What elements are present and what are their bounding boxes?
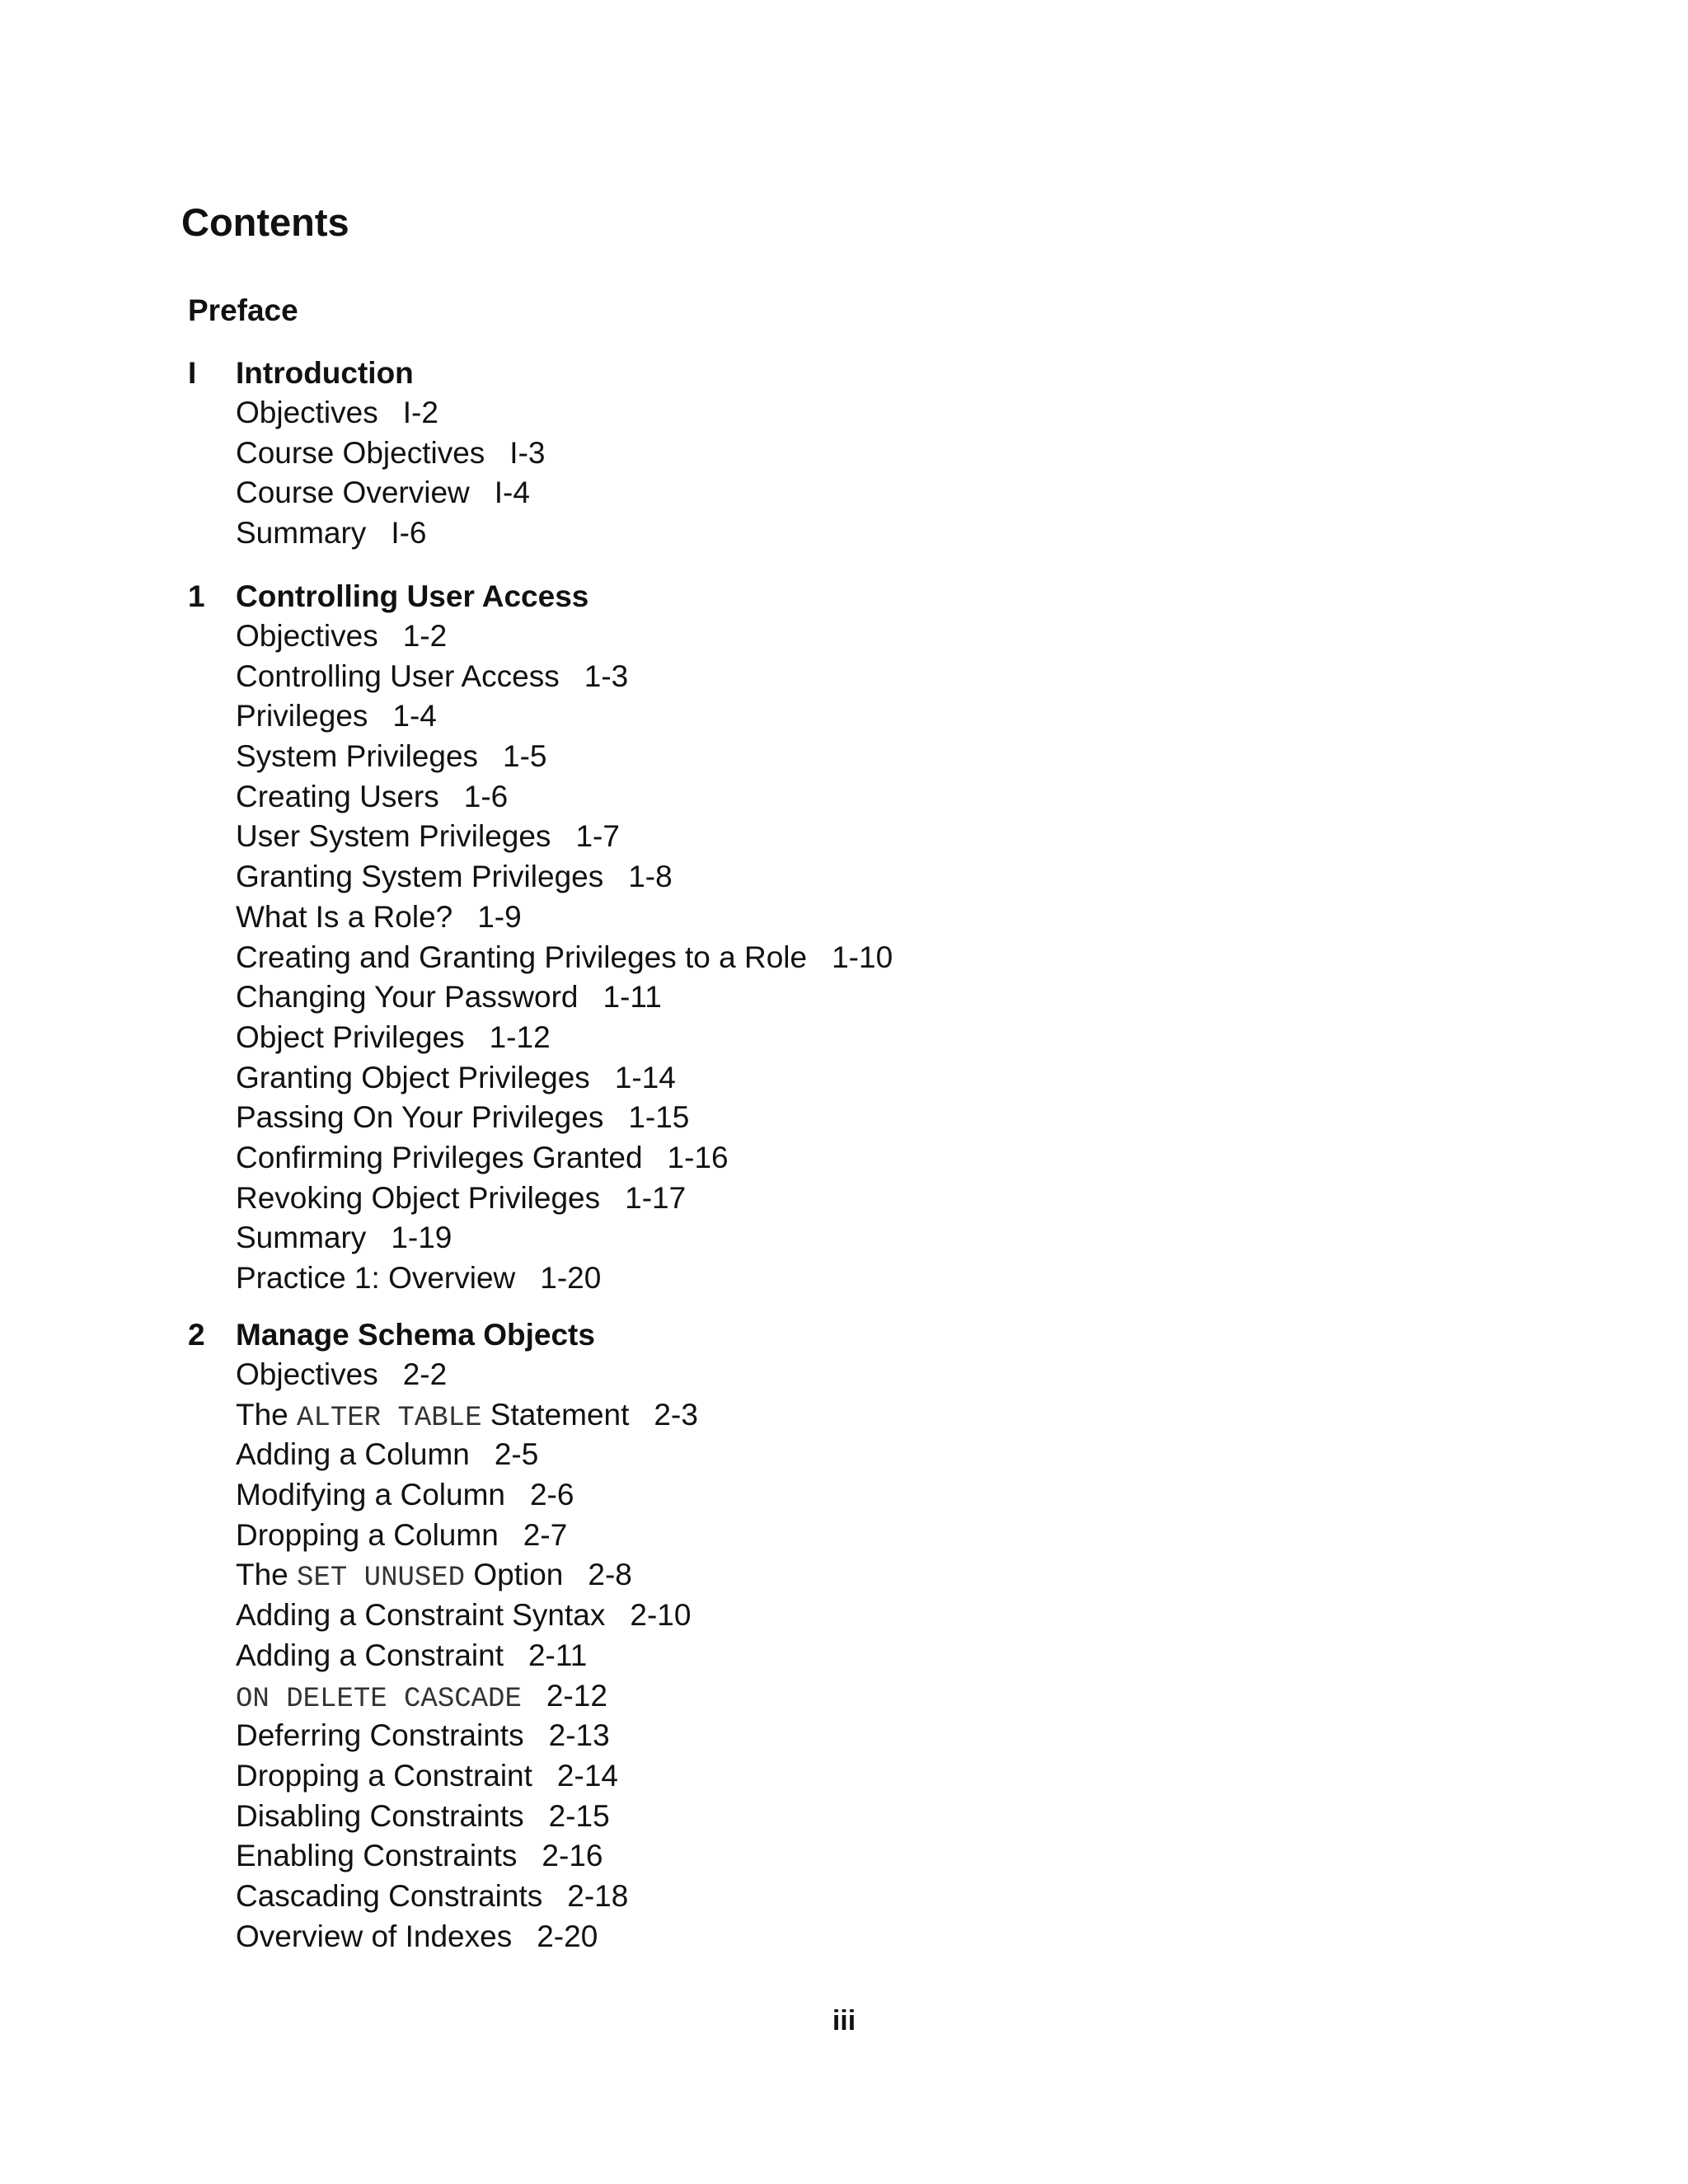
toc-entry-page: 2-13 [548,1718,610,1753]
toc-entry-title: What Is a Role? [236,899,453,934]
toc-entry [236,513,1424,554]
chapter-controlling-user-access [188,576,1424,1299]
toc-entry-page: I-4 [494,476,530,510]
toc-entry [236,977,1424,1018]
toc-entry-code: ON DELETE CASCADE [236,1683,522,1715]
toc-entry-page: 2-6 [529,1478,574,1512]
toc-entry [236,1138,1424,1179]
toc-entry [236,898,1424,938]
toc-entry-title: Revoking Object Privileges [236,1180,601,1215]
toc-entry-page: 1-19 [391,1221,452,1255]
toc-entry-title-prefix: The [236,1397,298,1432]
toc-entry-title: User System Privileges [236,819,551,854]
toc-entry [236,857,1424,898]
toc-entry-page: I-6 [391,516,427,551]
toc-entry [236,393,1424,434]
toc-entry-code: SET UNUSED [297,1563,466,1595]
toc-entry-title: Objectives [236,396,378,429]
toc-entry-title: Summary [236,516,367,551]
toc-entry [236,1516,1424,1556]
toc-entry [236,1596,1424,1636]
toc-entry-title: Dropping a Constraint [236,1758,532,1793]
toc-entry [236,434,1424,474]
toc-entry [236,696,1424,737]
toc-entry [236,1475,1424,1516]
toc-entry-page: 2-16 [542,1839,603,1873]
toc-entry-page: 1-14 [614,1060,676,1094]
toc-entry [236,1258,1424,1299]
toc-entry-page: I-3 [509,435,546,470]
toc-entry-title: Overview of Indexes [236,1919,513,1953]
toc-entry-page: 2-15 [548,1798,610,1833]
toc-entry-title-suffix: Option [465,1558,564,1592]
toc-entry-title: Course Objectives [236,435,485,470]
chapter-title: Introduction [236,356,414,390]
toc-entry [236,1098,1424,1138]
toc-entry [236,657,1424,697]
toc-entry [236,1395,1424,1436]
toc-entry-page: 1-11 [603,980,662,1015]
toc-entry [236,1018,1424,1058]
toc-entry-list [188,1355,1424,1957]
toc-entry-page: 1-16 [667,1140,729,1174]
toc-entry [236,1555,1424,1596]
toc-entry-list [188,616,1424,1299]
preface-heading: Preface [188,293,298,327]
toc-entry-title: Controlling User Access [236,658,560,693]
toc-entry-page: 1-3 [584,658,629,693]
toc-entry-title: Adding a Constraint Syntax [236,1598,606,1633]
chapter-manage-schema-objects [188,1315,1424,1957]
toc-entry-page: 2-18 [567,1878,629,1913]
toc-entry-page: 1-7 [575,819,620,854]
toc-entry [236,1877,1424,1917]
toc-entry-page: 2-8 [588,1558,632,1592]
toc-entry-page: 1-20 [540,1261,602,1295]
chapter-title: Controlling User Access [236,579,589,613]
toc-entry-page: 2-14 [556,1758,618,1793]
toc-entry-title: Enabling Constraints [236,1839,518,1873]
toc-entry-page: 1-9 [477,899,522,934]
toc-entry [236,1179,1424,1219]
toc-entry [236,1917,1424,1957]
toc-entry [236,1716,1424,1756]
toc-entry [236,938,1424,978]
toc-entry-title: System Privileges [236,739,479,774]
toc-entry [236,616,1424,657]
chapter-heading [188,1315,1424,1355]
toc-entry-page: 2-2 [402,1357,448,1391]
toc-entry [236,1636,1424,1676]
toc-entry-page: 1-15 [628,1100,690,1135]
chapter-number: 1 [188,579,205,613]
toc-entry-title: Objectives [236,619,378,653]
chapter-number: 2 [188,1318,205,1352]
toc-entry-title: Creating Users [236,779,439,813]
chapter-title: Manage Schema Objects [236,1318,595,1352]
toc-entry-title: Deferring Constraints [236,1718,524,1753]
chapter-heading [188,576,1424,616]
toc-entry-page: I-2 [402,396,438,429]
toc-entry-page: 2-11 [528,1638,588,1672]
toc-entry-page: 1-6 [463,779,509,813]
toc-entry-page: 2-20 [537,1919,598,1953]
toc-entry-title: Adding a Constraint [236,1638,504,1672]
toc-entry-title: Granting Object Privileges [236,1060,590,1094]
toc-entry-title-prefix: The [236,1558,298,1592]
toc-entry [236,777,1424,818]
toc-entry-page: 1-8 [628,860,673,894]
toc-entry-page: 1-17 [625,1180,687,1215]
toc-entry [236,473,1424,513]
toc-entry-code: ALTER TABLE [297,1402,482,1434]
toc-entry-page: 2-7 [523,1517,568,1552]
toc-entry-page: 2-5 [494,1437,539,1472]
toc-entry-title: Objectives [236,1357,378,1391]
toc-entry-title: Object Privileges [236,1019,465,1054]
chapter-introduction [188,353,1424,554]
page-title: Contents [181,200,349,244]
toc-entry-page: 1-10 [832,940,893,974]
toc-entry-page: 2-10 [630,1598,692,1633]
toc-entry-page: 2-3 [654,1397,698,1432]
toc-entry-list [188,393,1424,554]
toc-entry-page: 1-5 [503,739,547,774]
toc-entry [236,1836,1424,1877]
toc-entry-title: Passing On Your Privileges [236,1100,604,1135]
toc-entry-title: Creating and Granting Privileges to a Role [236,940,808,974]
toc-entry-page: 1-4 [392,699,437,733]
toc-entry-title: Modifying a Column [236,1478,505,1512]
toc-entry [236,1756,1424,1797]
toc-entry [236,1355,1424,1395]
toc-entry [236,1218,1424,1258]
toc-entry-title: Privileges [236,699,368,733]
toc-entry-page: 2-12 [546,1678,607,1713]
toc-entry-page: 1-2 [402,619,448,653]
toc-entry [236,1435,1424,1475]
toc-entry-page: 1-12 [489,1019,551,1054]
toc-entry-title: Changing Your Password [236,980,579,1015]
chapter-number: I [188,356,197,390]
toc-entry-title: Adding a Column [236,1437,470,1472]
toc-entry-title: Course Overview [236,476,470,510]
page-number: iii [832,2005,856,2036]
toc-entry [236,737,1424,777]
toc-entry-title-suffix: Statement [481,1397,630,1432]
toc-entry [236,817,1424,857]
toc-entry-title: Cascading Constraints [236,1878,543,1913]
toc-entry [236,1797,1424,1837]
toc-entry-title: Dropping a Column [236,1517,499,1552]
toc-entry-title: Granting System Privileges [236,860,604,894]
chapter-heading [188,353,1424,393]
toc-entry-title: Practice 1: Overview [236,1261,516,1295]
toc-entry [236,1676,1424,1717]
toc-entry [236,1058,1424,1099]
toc-entry-title: Disabling Constraints [236,1798,524,1833]
toc-entry-title: Confirming Privileges Granted [236,1140,643,1174]
toc-entry-title: Summary [236,1221,367,1255]
